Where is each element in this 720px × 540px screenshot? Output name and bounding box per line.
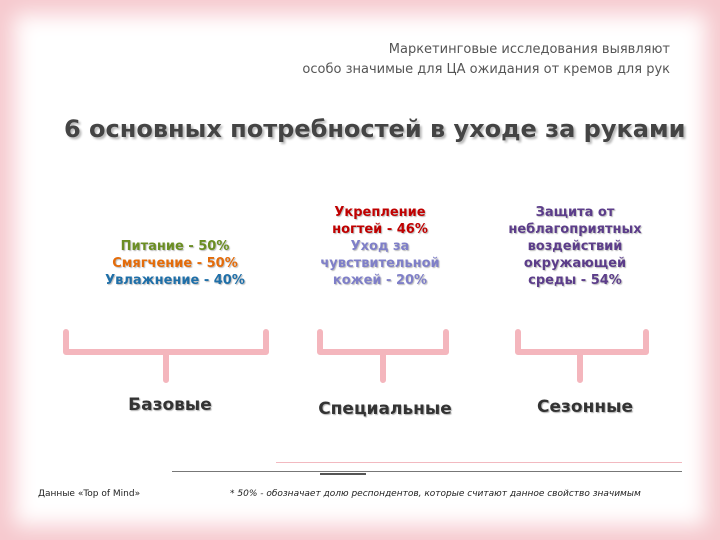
- slide-title: 6 основных потребностей в уходе за руками: [64, 115, 686, 143]
- need-item: среды - 54%: [528, 273, 622, 288]
- category-label-special: Специальные: [318, 399, 452, 419]
- needs-group-special: [300, 204, 460, 289]
- need-item: чувствительной: [320, 256, 440, 271]
- brace-special: [314, 328, 452, 384]
- needs-group-seasonal: [500, 204, 650, 289]
- needs-group-basic: [90, 238, 260, 289]
- need-item: неблагоприятных: [508, 222, 642, 237]
- divider-accent: [320, 473, 366, 475]
- category-label-seasonal: Сезонные: [537, 397, 633, 417]
- footnote: * 50% - обозначает долю респондентов, которые считают данное свойство значимым: [230, 489, 641, 499]
- need-item: воздействий: [527, 239, 623, 254]
- intro-line-1: Маркетинговые исследования выявляют: [388, 42, 670, 57]
- need-item: Защита от: [535, 205, 615, 220]
- need-item: Уход за: [350, 239, 410, 254]
- brace-basic: [60, 328, 272, 384]
- category-label-basic: Базовые: [128, 395, 212, 415]
- need-item: Смягчение - 50%: [112, 256, 238, 271]
- divider-line-pink: [276, 462, 682, 463]
- need-item: Питание - 50%: [120, 239, 230, 254]
- brace-seasonal: [512, 328, 652, 384]
- divider-line: [172, 471, 682, 472]
- need-item: ногтей - 46%: [332, 222, 428, 237]
- source-note: Данные «Top of Mind»: [38, 489, 141, 499]
- need-item: Укрепление: [334, 205, 426, 220]
- need-item: Увлажнение - 40%: [105, 273, 245, 288]
- intro-text: [210, 40, 670, 80]
- need-item: кожей - 20%: [332, 273, 428, 288]
- need-item: окружающей: [523, 256, 627, 271]
- intro-line-2: особо значимые для ЦА ожидания от кремов для рук: [302, 62, 670, 77]
